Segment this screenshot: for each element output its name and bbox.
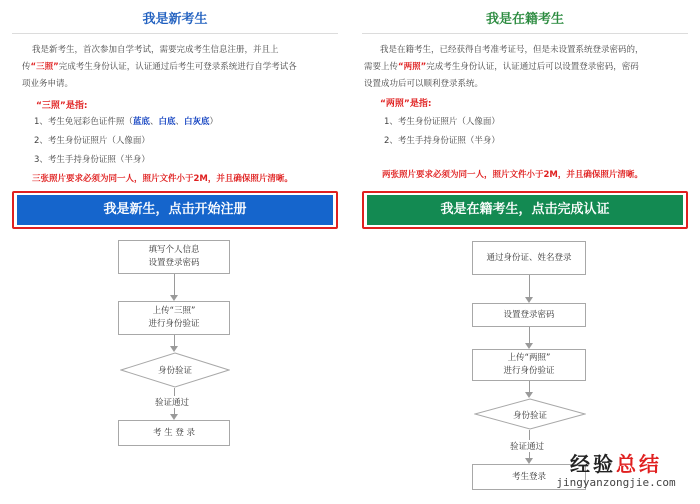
watermark-url: jingyanzongjie.com (556, 476, 676, 489)
requirement-item: 2、考生身份证照片（人像面） (34, 136, 150, 146)
two-photos-label: “两照”是指: (380, 99, 432, 109)
requirement-item: 1、考生身份证照片（人像面） (384, 117, 500, 127)
divider (12, 33, 338, 34)
requirement-item: 2、考生手持身份证照（半身） (384, 136, 500, 146)
pass-label: 验证通过 (510, 442, 545, 452)
watermark-logo-text: 经验总结 (570, 452, 662, 476)
site-watermark (532, 452, 700, 504)
intro-line-2: 传“三照”完成考生身份认证，认证通过后考生可登录系统进行自学考试各 (22, 62, 297, 72)
flow-step-login: 考 生 登 录 (118, 420, 230, 446)
enrolled-candidate-panel (350, 0, 700, 504)
three-photos-label: “三照”是指: (36, 101, 88, 111)
complete-verification-button[interactable]: 我是在籍考生，点击完成认证 (367, 195, 683, 225)
flow-step-id-login: 通过身份证、姓名登录 (472, 241, 586, 275)
panel-title: 我是新考生 (142, 12, 208, 27)
intro-line-3: 设置成功后可以顺利登录系统。 (364, 79, 484, 89)
flow-step-login: 考生登录 (472, 464, 586, 490)
decision-label: 身份验证 (512, 411, 547, 421)
panel-title: 我是在籍考生 (485, 12, 564, 27)
flow-step-upload-photos: 上传“三照” 进行身份验证 (118, 301, 230, 335)
decision-label: 身份验证 (157, 366, 192, 376)
start-registration-button[interactable]: 我是新生，点击开始注册 (17, 195, 333, 225)
photo-warning: 两张照片要求必须为同一人，照片文件小于2M，并且确保照片清晰。 (382, 170, 643, 180)
flow-step-set-password: 设置登录密码 (472, 303, 586, 327)
divider (362, 33, 688, 34)
pass-label: 验证通过 (155, 398, 190, 408)
intro-line-3: 项业务申请。 (22, 79, 74, 89)
photo-warning: 三张照片要求必须为同一人，照片文件小于2M，并且确保照片清晰。 (32, 174, 293, 184)
intro-line-1: 我是新考生，首次参加自学考试，需要完成考生信息注册，并且上 (32, 45, 279, 55)
intro-line-1: 我是在籍考生，已经获得自考准考证号，但是未设置系统登录密码的， (380, 45, 644, 55)
intro-line-2: 需要上传“两照”完成考生身份认证，认证通过后可以设置登录密码，密码 (364, 62, 639, 72)
flow-step-upload-photos: 上传“两照” 进行身份验证 (472, 349, 586, 381)
flow-step-fill-info: 填写个人信息 设置登录密码 (118, 240, 230, 274)
requirement-item: 1、考生免冠彩色证件照（蓝底、白底、白灰底） (34, 117, 219, 127)
requirement-item: 3、考生手持身份证照（半身） (34, 155, 150, 165)
